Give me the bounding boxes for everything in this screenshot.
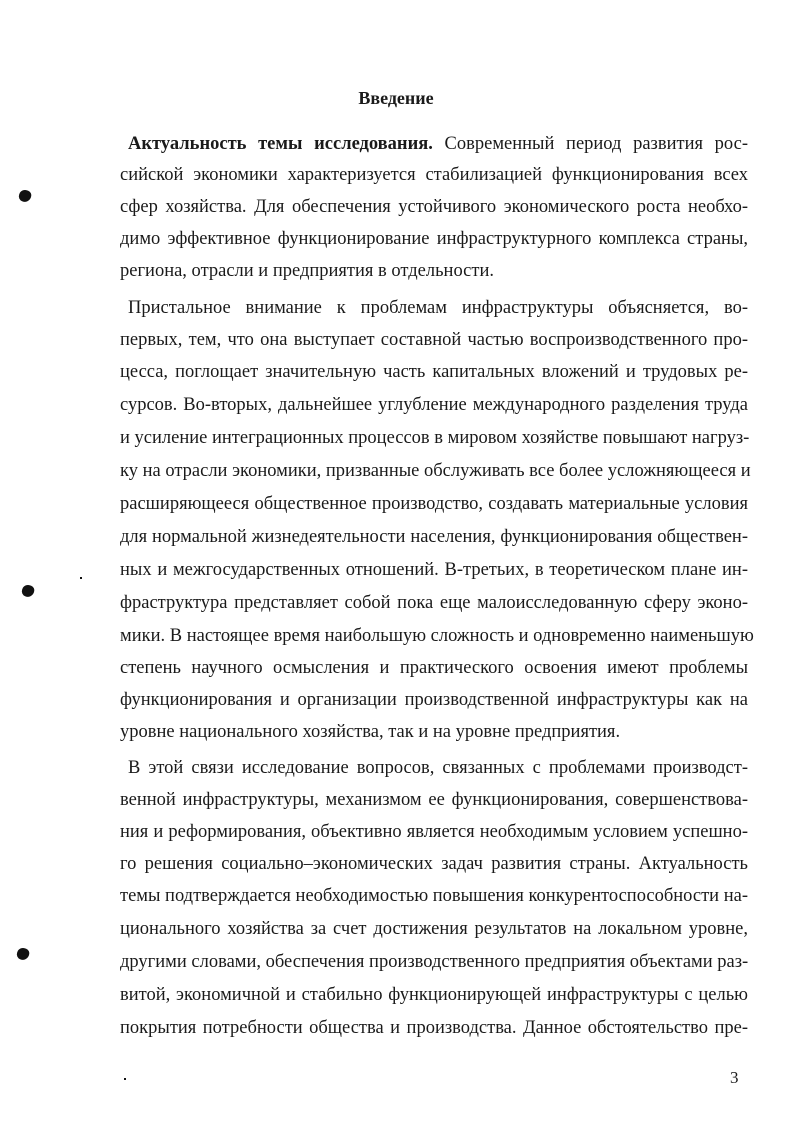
paragraph-line: го решения социально–экономических задач развития страны. Актуальность [120,854,748,874]
paragraph-line: функционирования и организации производственной инфраструктуры как на [120,690,748,710]
paragraph-line: димо эффективное функционирование инфраструктурного комплекса страны, [120,229,748,249]
paragraph-line: уровне национального хозяйства, так и на уровне предприятия. [120,722,621,742]
paragraph-line: и усиление интеграционных процессов в мировом хозяйстве повышают нагруз- [120,428,750,448]
paragraph-line: венной инфраструктуры, механизмом ее функционирования, совершенствова- [120,790,748,810]
scan-blot [15,946,30,961]
paragraph-line: первых, тем, что она выступает составной частью воспроизводственного про- [120,330,748,350]
paragraph-line: другими словами, обеспечения производственного предприятия объектами раз- [120,952,749,972]
paragraph-line: покрытия потребности общества и производства. Данное обстоятельство пре- [120,1018,748,1038]
page-title: Введение [358,88,434,108]
paragraph-line: ных и межгосударственных отношений. В-третьих, в теоретическом плане ин- [120,560,748,580]
paragraph-line: сфер хозяйства. Для обеспечения устойчивого экономического роста необхо- [120,197,748,217]
line-text: Современный период развития рос- [432,134,748,154]
page-number: 3 [730,1068,739,1087]
paragraph-line: региона, отрасли и предприятия в отдельности. [120,261,494,281]
paragraph-line: сурсов. Во-вторых, дальнейшее углубление международного разделения труда [120,395,748,415]
paragraph-line: В этой связи исследование вопросов, связанных с проблемами производст- [128,758,748,778]
paragraph-line: цесса, поглощает значительную часть капитальных вложений и трудовых ре- [120,362,748,382]
paragraph-line: расширяющееся общественное производство, создавать материальные условия [120,494,748,514]
lead-bold-phrase: Актуальность темы исследования. [128,134,433,154]
paragraph-line: сийской экономики характеризуется стабилизацией функционирования всех [120,165,748,185]
paragraph-line [128,133,748,155]
paragraph-line: ку на отрасли экономики, призванные обслуживать все более усложняющееся и [120,461,751,481]
paragraph-line: ния и реформирования, объективно является необходимым условием успешно- [120,822,748,842]
paragraph-line: темы подтверждается необходимостью повышения конкурентоспособности на- [120,886,748,906]
paragraph-line: для нормальной жизнедеятельности населения, функционирования обществен- [120,527,748,547]
scan-blot [17,188,32,203]
paragraph-line: степень научного осмысления и практического освоения имеют проблемы [120,658,748,678]
scan-blot [20,583,35,598]
scan-speck [124,1078,126,1080]
paragraph-line: фраструктура представляет собой пока еще малоисследованную сферу эконо- [120,593,748,613]
paragraph-line: витой, экономичной и стабильно функционирующей инфраструктуры с целью [120,985,748,1005]
paragraph-line: ционального хозяйства за счет достижения результатов на локальном уровне, [120,919,748,939]
scan-speck [80,577,82,579]
paragraph-line: Пристальное внимание к проблемам инфраструктуры объясняется, во- [128,298,748,318]
paragraph-line: мики. В настоящее время наибольшую сложность и одновременно наименьшую [120,626,754,646]
